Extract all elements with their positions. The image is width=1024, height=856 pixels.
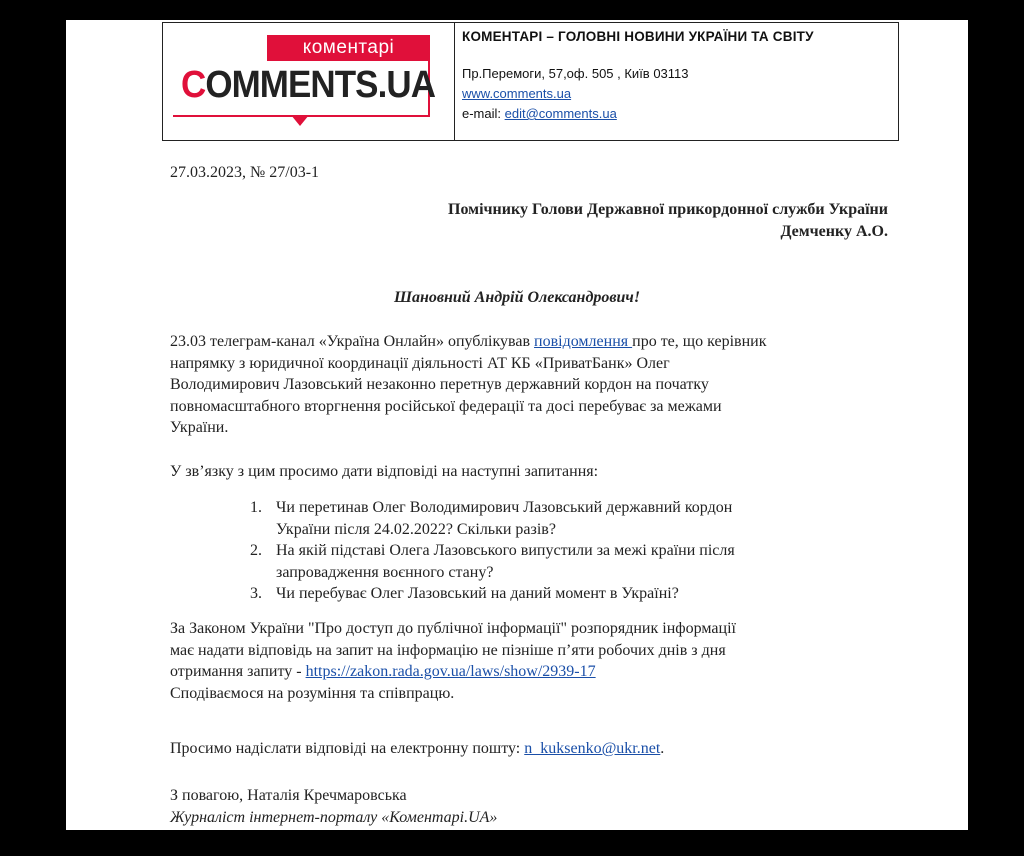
law-line-3 [170,661,900,683]
email-label: e-mail: [462,106,505,121]
intro-line-2: напрямку з юридичної координації діяльності АТ КБ «ПриватБанк» Олег [170,354,670,372]
document-page [66,20,968,830]
list-number: 2. [250,542,262,559]
question-3-line-1: Чи перебуває Олег Лазовський на даний момент в Україні? [276,585,679,602]
logo-main-text [181,65,435,105]
intro-link[interactable]: повідомлення [534,333,633,350]
email-link[interactable]: edit@comments.ua [504,106,617,121]
logo-c: C [181,64,206,106]
logo [163,23,455,140]
list-number: 1. [250,499,262,516]
date-number: 27.03.2023, № 27/03-1 [170,164,320,181]
intro-line-4: повномасштабного вторгнення російської федерації та досі перебуває за межами [170,397,722,415]
request-intro: У зв’язку з цим просимо дати відповіді на наступні запитання: [170,463,599,480]
law-prefix: отримання запиту - [170,663,306,680]
law-line-1: За Законом України "Про доступ до публічної інформації" розпорядник інформації [170,620,736,637]
reply-request [170,740,664,758]
letterhead-info [455,23,898,140]
reply-prefix: Просимо надіслати відповіді на електронну пошту: [170,740,525,757]
question-1-line-1: Чи перетинав Олег Володимирович Лазовський державний кордон [276,499,733,516]
law-line-4: Сподіваємося на розуміння та співпрацю. [170,684,455,702]
reply-email-link[interactable]: n_kuksenko@ukr.net [524,740,661,757]
intro-text-a: 23.03 телеграм-канал «Україна Онлайн» опублікував [170,333,535,350]
law-link[interactable]: https://zakon.rada.gov.ua/laws/show/2939-17 [305,663,596,680]
letterhead-address: Пр.Перемоги, 57,оф. 505 , Київ 03113 [462,66,689,81]
addressee-line-2: Демченку А.О. [780,223,888,240]
letterhead [162,22,899,141]
letterhead-title: КОМЕНТАРІ – ГОЛОВНІ НОВИНИ УКРАЇНИ ТА СВІТУ [462,29,814,44]
logo-speech-tail [291,115,309,126]
list-item [250,583,735,605]
law-line-2: має надати відповідь на запит на інформацію не пізніше п’яти робочих днів з дня [170,641,726,659]
questions-list [250,497,735,605]
intro-text-b: про те, що керівник [632,333,767,350]
website-link[interactable]: www.comments.ua [462,86,572,101]
question-2-line-1: На якій підставі Олега Лазовського випустили за межі країни після [276,542,735,559]
addressee-line-1: Помічнику Голови Державної прикордонної служби України [448,201,888,218]
logo-rest: OMMENTS.UA [205,64,436,106]
list-number: 3. [250,585,262,602]
list-item [250,497,735,540]
intro-line-3: Володимирович Лазовський незаконно перетнув державний кордон на початку [170,376,709,393]
question-2-line-2: запровадження воєнного стану? [276,563,494,581]
law-paragraph [170,618,900,704]
signature-line-2: Журналіст інтернет-порталу «Коментарі.UA» [170,809,498,826]
list-item [250,540,735,583]
question-1-line-2: України після 24.02.2022? Скільки разів? [276,520,556,538]
intro-paragraph [170,331,900,439]
intro-line-1 [170,331,900,353]
intro-line-5: України. [170,419,229,436]
salutation: Шановний Андрій Олександрович! [393,289,641,306]
signature-line-1: З повагою, Наталія Кречмаровська [170,787,407,804]
reply-suffix: . [660,740,665,757]
logo-top-text: коментарі [267,35,430,61]
